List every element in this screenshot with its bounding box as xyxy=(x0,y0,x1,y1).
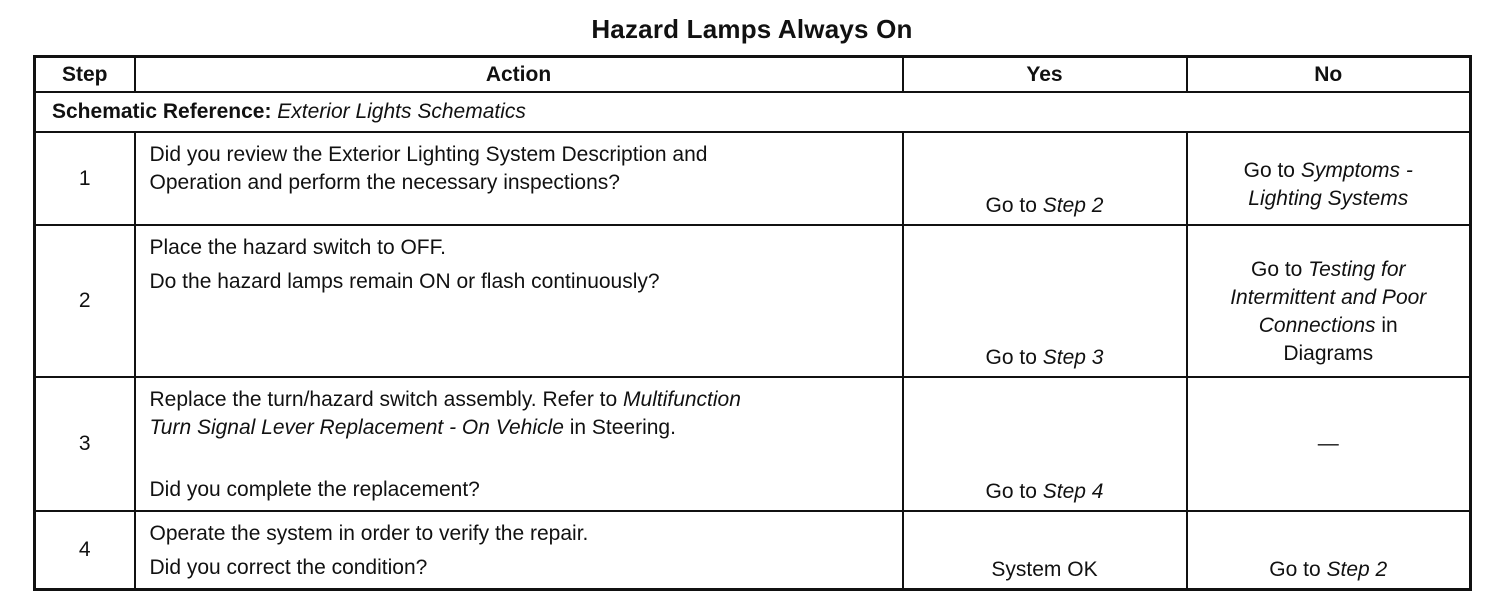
yes-cell: System OK xyxy=(903,511,1187,590)
no-cell xyxy=(1187,132,1471,225)
yes-cell xyxy=(903,225,1187,377)
action-text-part: in Steering. xyxy=(569,416,676,439)
header-yes: Yes xyxy=(903,57,1187,93)
header-step: Step xyxy=(35,57,135,93)
action-text xyxy=(150,414,890,442)
action-cell xyxy=(135,511,903,590)
no-cell xyxy=(1187,511,1471,590)
no-ref-link[interactable]: Testing for xyxy=(1308,258,1406,281)
schematic-row xyxy=(35,92,1471,132)
table-row xyxy=(35,511,1471,590)
yes-prefix: Go to xyxy=(985,346,1037,369)
header-action: Action xyxy=(135,57,903,93)
no-prefix: Go to xyxy=(1243,158,1295,182)
step-number: 4 xyxy=(35,511,135,590)
yes-step-link[interactable]: Step 2 xyxy=(1042,194,1104,217)
action-text-part: Replace the turn/hazard switch assembly. Refer to xyxy=(149,388,618,411)
action-text: Did you complete the replacement? xyxy=(149,478,480,501)
no-prefix: Go to xyxy=(1251,258,1303,281)
no-step-link[interactable]: Step 2 xyxy=(1326,558,1388,581)
table-row xyxy=(35,225,1471,377)
no-suffix: in xyxy=(1381,314,1398,337)
action-cell xyxy=(135,132,903,225)
table-row xyxy=(35,132,1471,225)
schematic-reference xyxy=(35,92,1471,132)
action-text: Did you correct the condition? xyxy=(149,556,428,579)
action-text: Do the hazard lamps remain ON or flash continuously? xyxy=(149,270,660,293)
yes-step-link[interactable]: Step 4 xyxy=(1042,480,1104,503)
no-cell xyxy=(1187,225,1471,377)
schematic-link[interactable]: Exterior Lights Schematics xyxy=(277,100,526,123)
no-cell: — xyxy=(1187,377,1471,511)
no-ref-link[interactable]: Intermittent and Poor xyxy=(1230,286,1427,309)
action-cell xyxy=(135,377,903,511)
table-row xyxy=(35,377,1471,511)
action-text: Did you review the Exterior Lighting System Description and xyxy=(149,143,708,166)
yes-step-link[interactable]: Step 3 xyxy=(1042,346,1104,369)
yes-prefix: Go to xyxy=(985,194,1037,217)
action-cell xyxy=(135,225,903,377)
action-text: Operate the system in order to verify the repair. xyxy=(149,522,589,545)
diagnostic-table xyxy=(33,55,1472,591)
header-no: No xyxy=(1187,57,1471,93)
action-ref-link[interactable]: Turn Signal Lever Replacement - On Vehicle xyxy=(149,416,564,439)
action-text: Operation and perform the necessary inspections? xyxy=(149,171,620,194)
no-text: Diagrams xyxy=(1283,342,1374,365)
page-title: Hazard Lamps Always On xyxy=(591,14,913,44)
no-ref-link[interactable]: Lighting Systems xyxy=(1248,186,1409,210)
yes-cell xyxy=(903,132,1187,225)
no-ref-link[interactable]: Connections xyxy=(1258,314,1376,337)
action-text: Place the hazard switch to OFF. xyxy=(149,236,446,259)
header-row xyxy=(35,57,1471,93)
yes-prefix: Go to xyxy=(985,480,1037,503)
yes-cell xyxy=(903,377,1187,511)
step-number: 3 xyxy=(35,377,135,511)
action-text xyxy=(150,386,890,414)
action-ref-link[interactable]: Multifunction xyxy=(623,388,741,411)
no-prefix: Go to xyxy=(1269,558,1321,581)
step-number: 1 xyxy=(35,132,135,225)
no-ref-link[interactable]: Symptoms - xyxy=(1300,158,1413,182)
step-number: 2 xyxy=(35,225,135,377)
schematic-label: Schematic Reference: xyxy=(52,100,272,123)
